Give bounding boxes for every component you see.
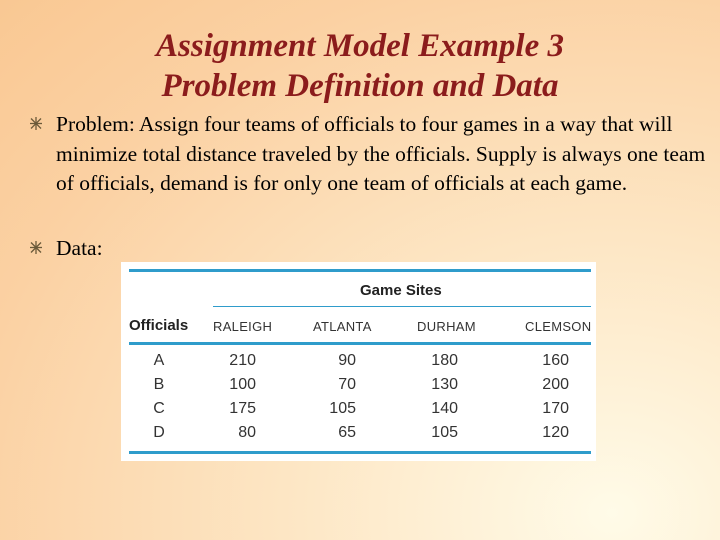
bullet-problem-text: Problem: Assign four teams of officials to four games in a way that will minimize total distance traveled by the officials. Supply is always one team of officials, demand is for only one team of officials at each game. [56,112,706,195]
star-burst-icon [30,241,42,254]
cell-d-raleigh: 80 [238,424,256,441]
cell-c-atlanta: 105 [329,400,356,417]
cell-d-atlanta: 65 [338,424,356,441]
title-line-1: Assignment Model Example 3 [156,28,564,64]
cell-b-raleigh: 100 [229,376,256,393]
row-header: Officials [129,317,189,334]
col-header-atlanta: ATLANTA [313,319,372,334]
cell-a-durham: 180 [431,352,458,369]
cell-c-clemson: 170 [542,400,569,417]
header-bottom-rule [129,342,591,345]
bullet-problem [30,110,710,199]
group-header-rule [213,306,591,307]
group-header: Game Sites [360,282,442,299]
cell-d-durham: 105 [431,424,458,441]
bullet-data-text: Data: [56,236,103,260]
cell-b-durham: 130 [431,376,458,393]
cell-b-atlanta: 70 [338,376,356,393]
cell-c-durham: 140 [431,400,458,417]
cell-b-clemson: 200 [542,376,569,393]
col-header-raleigh: RALEIGH [213,319,273,334]
row-label-b: B [153,376,165,393]
bullet-data [30,234,710,264]
cell-a-atlanta: 90 [338,352,356,369]
col-header-durham: DURHAM [417,319,476,334]
cell-c-raleigh: 175 [229,400,256,417]
row-label-c: C [153,400,165,417]
cell-d-clemson: 120 [542,424,569,441]
title-line-2: Problem Definition and Data [161,68,559,104]
distance-table [121,262,596,461]
row-label-a: A [153,352,165,369]
col-header-clemson: CLEMSON [525,319,592,334]
slide-title [0,26,720,106]
star-burst-icon [30,117,42,130]
table-top-rule [129,269,591,272]
cell-a-raleigh: 210 [229,352,256,369]
table-bottom-rule [129,451,591,454]
row-label-d: D [153,424,165,441]
cell-a-clemson: 160 [542,352,569,369]
